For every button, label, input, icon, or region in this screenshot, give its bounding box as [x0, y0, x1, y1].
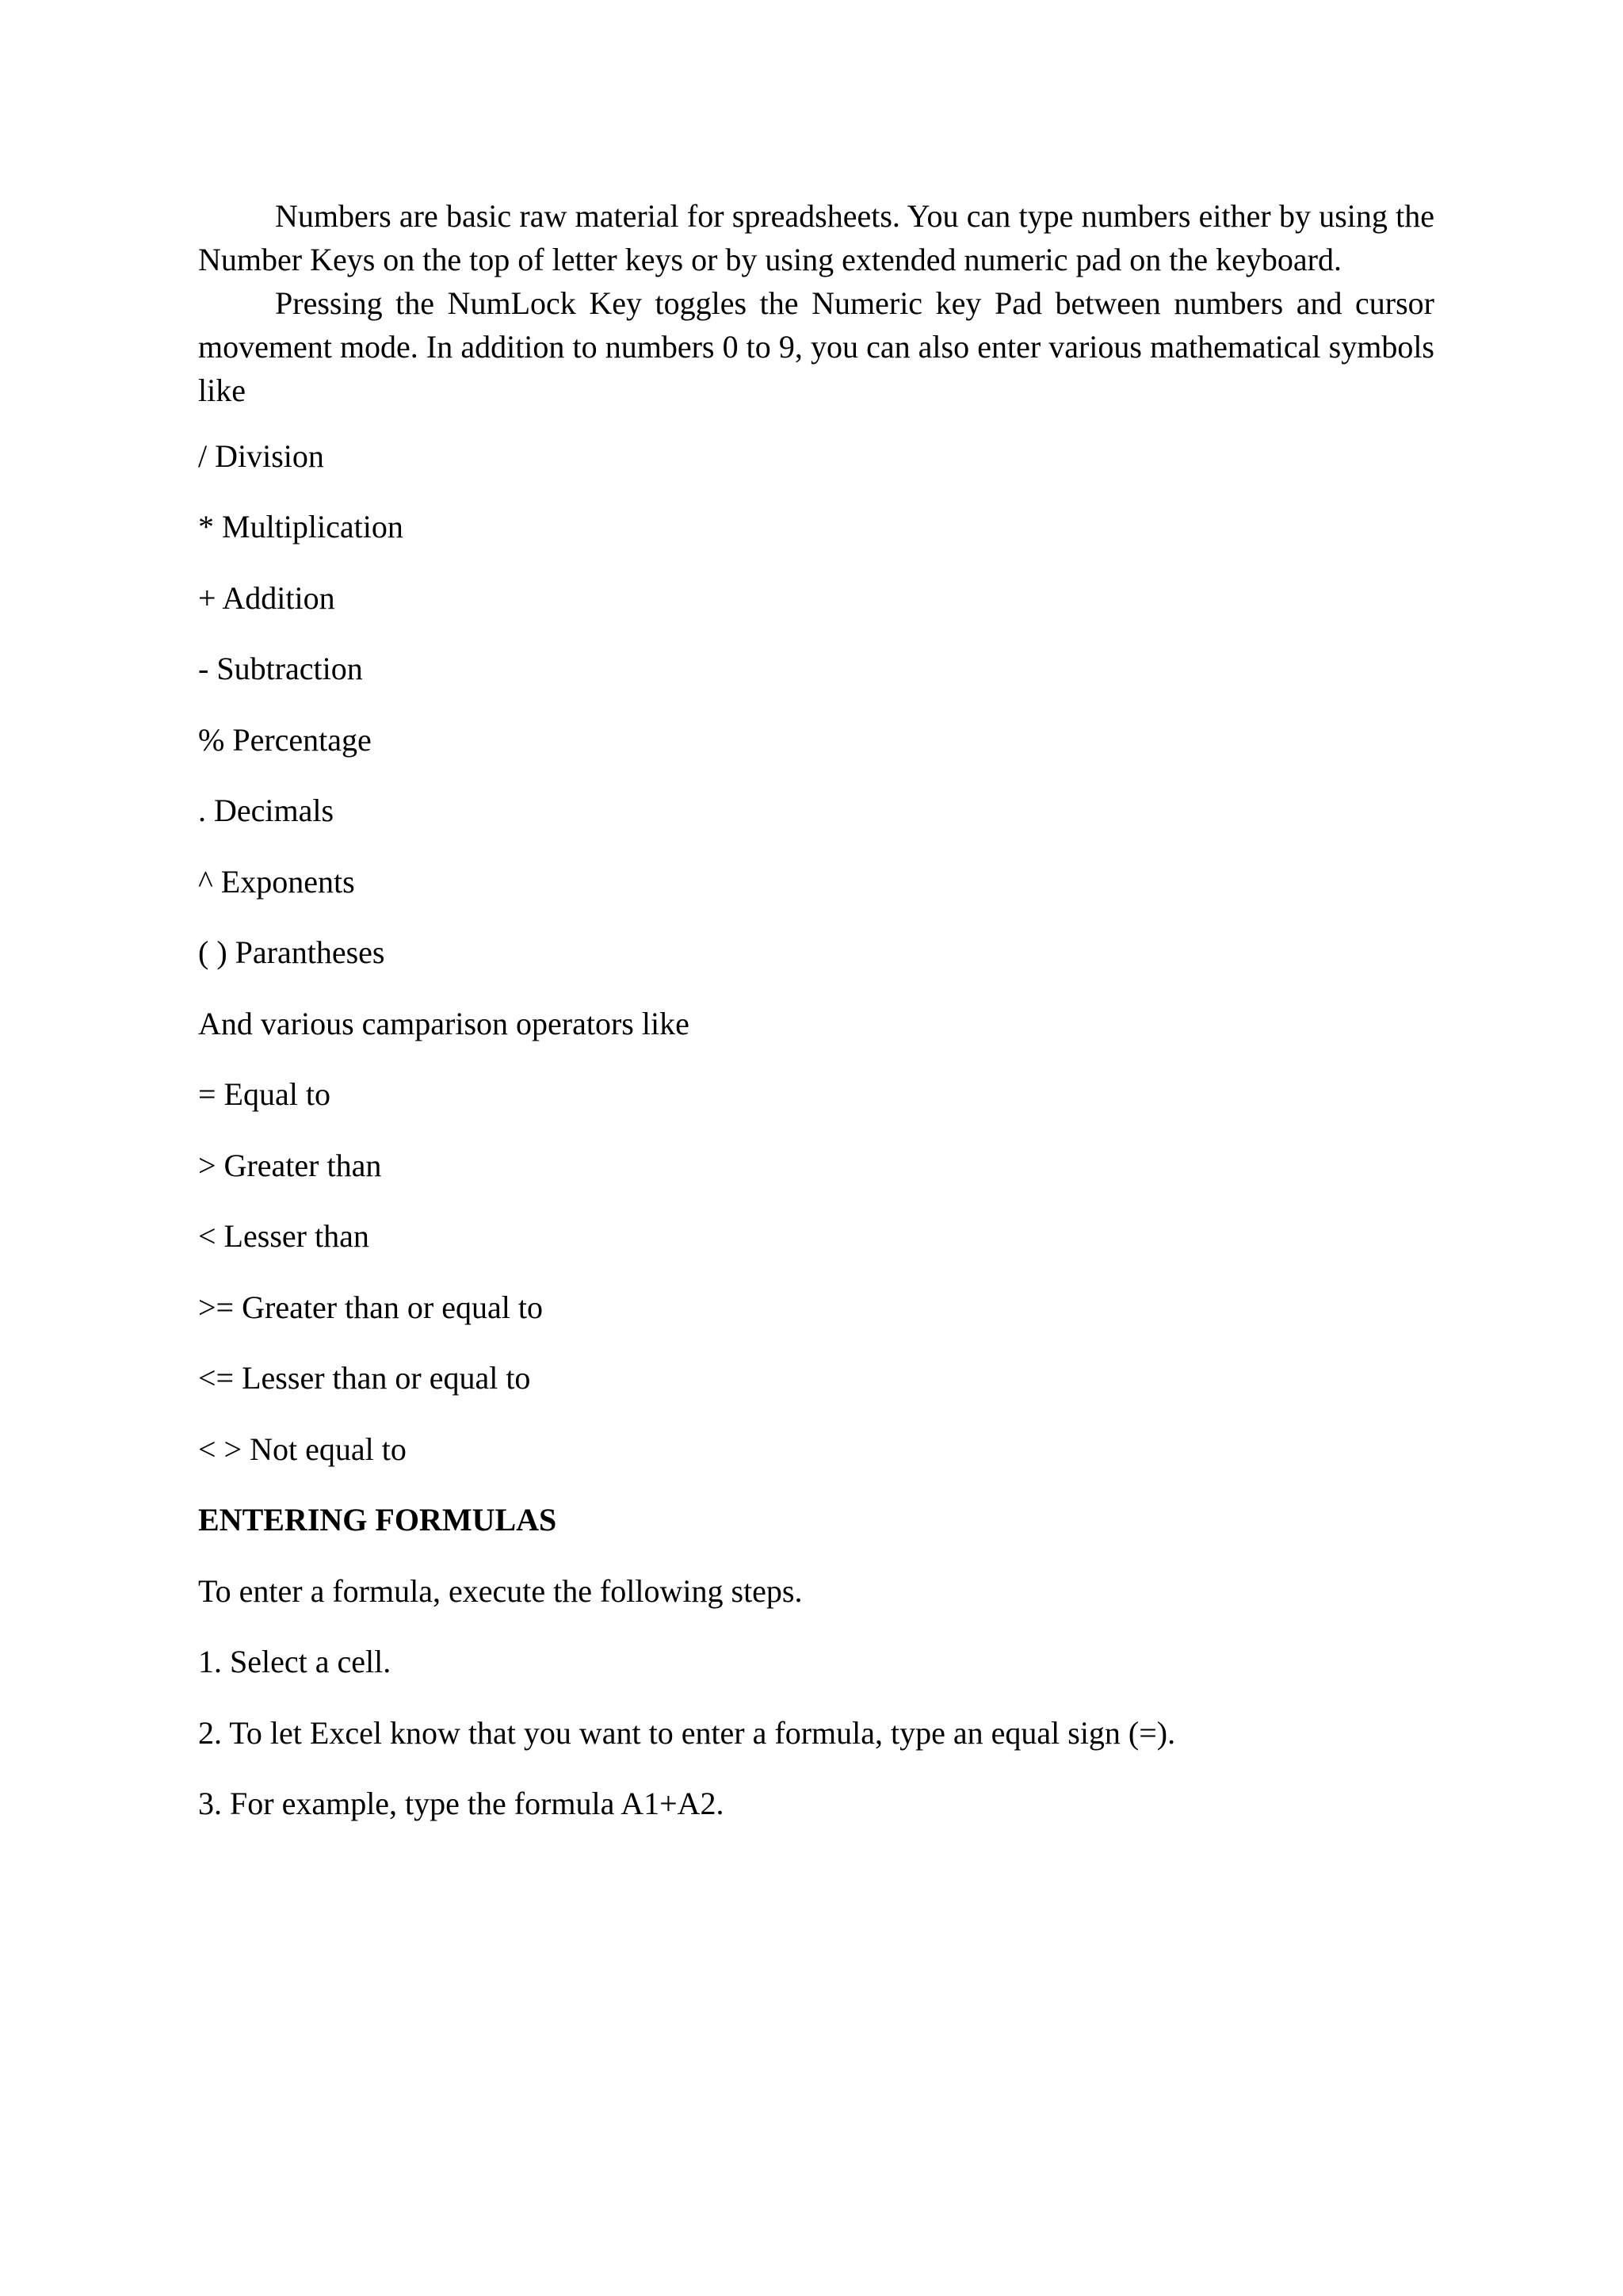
symbol-percentage: % Percentage [198, 722, 372, 758]
operator-greater: > Greater than [198, 1148, 382, 1183]
intro-paragraph-2: Pressing the NumLock Key toggles the Numeric key Pad between numbers and cursor movement mode. In addition to numbers 0 to 9, you can also enter various mathematical symbols like [198, 285, 1434, 408]
operator-not-equal: < > Not equal to [198, 1431, 407, 1467]
formula-step-2: 2. To let Excel know that you want to enter a formula, type an equal sign (=). [198, 1715, 1176, 1751]
symbol-addition: + Addition [198, 580, 335, 616]
symbol-division: / Division [198, 438, 324, 474]
symbol-decimals: . Decimals [198, 793, 334, 828]
symbol-multiplication: * Multiplication [198, 509, 403, 544]
operator-greater-equal: >= Greater than or equal to [198, 1289, 543, 1325]
comparison-intro: And various camparison operators like [198, 1006, 689, 1041]
section-heading: ENTERING FORMULAS [198, 1502, 557, 1538]
operator-lesser-equal: <= Lesser than or equal to [198, 1360, 531, 1396]
formula-step-1: 1. Select a cell. [198, 1644, 391, 1679]
symbol-parentheses: ( ) Parantheses [198, 934, 385, 970]
document-page [198, 194, 1434, 1821]
intro-paragraph-1: Numbers are basic raw material for spreadsheets. You can type numbers either by using the Number Keys on the top of letter keys or by using extended numeric pad on the keyboard. [198, 198, 1434, 277]
symbol-subtraction: - Subtraction [198, 651, 363, 686]
operator-lesser: < Lesser than [198, 1218, 369, 1254]
symbol-exponents: ^ Exponents [198, 864, 355, 900]
formula-intro: To enter a formula, execute the following steps. [198, 1573, 803, 1609]
operator-equal: = Equal to [198, 1076, 330, 1112]
formula-step-3: 3. For example, type the formula A1+A2. [198, 1786, 724, 1821]
